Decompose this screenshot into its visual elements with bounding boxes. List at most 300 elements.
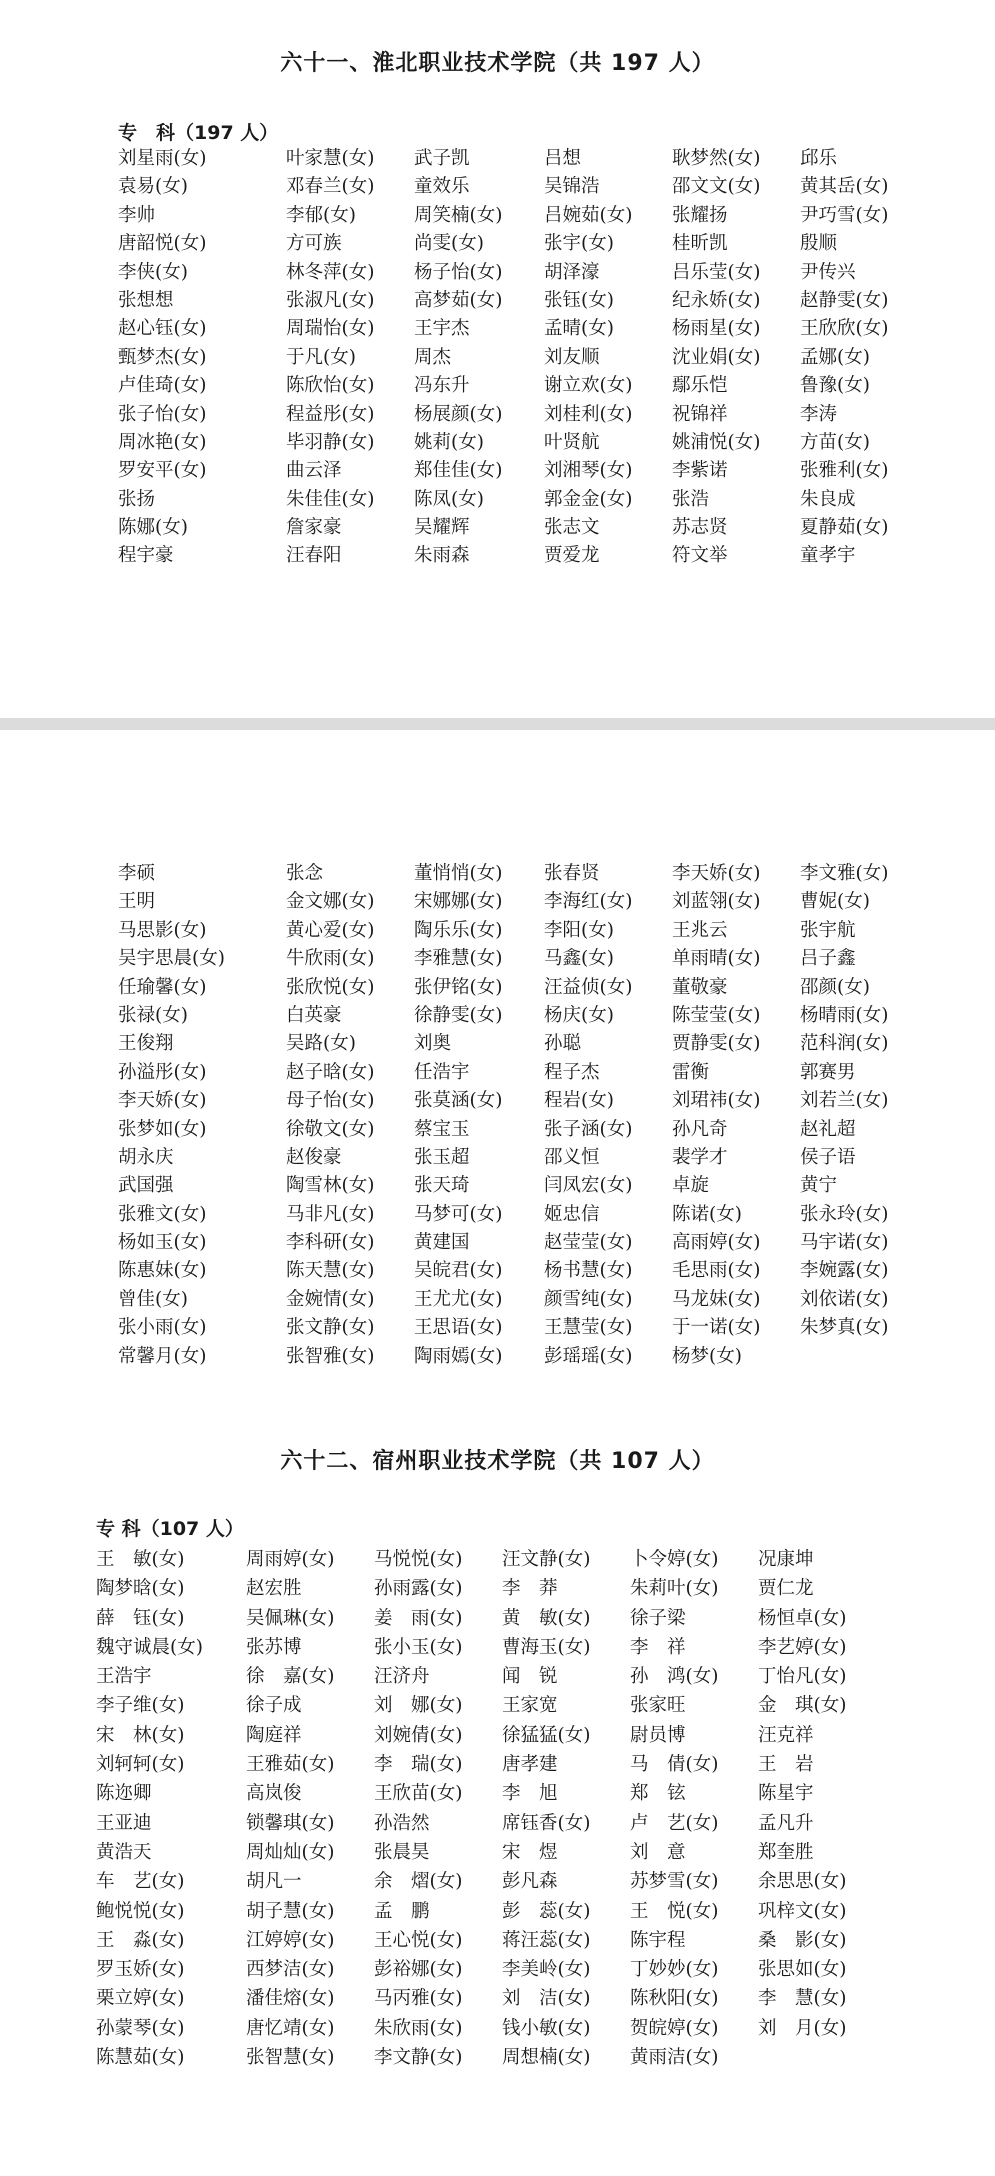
name-entry: 贺皖婷(女) [630,2017,719,2039]
name-entry: 郑奎胜 [758,1841,814,1863]
name-entry: 张家旺 [630,1695,686,1717]
name-entry: 王心悦(女) [374,1929,463,1951]
name-entry: 鲍悦悦(女) [96,1900,185,1922]
name-entry: 张子涵(女) [544,1118,633,1140]
section-62-title: 六十二、宿州职业技术学院（共 107 人） [280,1449,715,1474]
name-entry: 李文雅(女) [800,863,889,884]
name-entry: 周瑞怡(女) [286,318,375,340]
name-entry: 刘星雨(女) [118,148,207,169]
name-entry: 王 岩 [758,1754,814,1776]
name-entry: 宋娜娜(女) [414,891,503,913]
name-entry: 董悄悄(女) [414,863,503,884]
name-entry: 尹巧雪(女) [800,204,889,226]
name-entry: 车 艺(女) [96,1871,185,1893]
name-entry: 赵礼超 [800,1118,856,1140]
name-entry: 夏静茹(女) [800,517,889,539]
name-entry: 汪春阳 [286,545,342,567]
name-entry: 陶雪林(女) [286,1175,375,1197]
name-entry: 徐子成 [246,1695,302,1717]
name-entry: 马丙雅(女) [374,1988,463,2010]
name-entry: 杨书慧(女) [544,1260,633,1282]
name-entry: 蔡宝玉 [414,1118,470,1140]
name-entry: 西梦洁(女) [246,1959,335,1981]
name-entry: 牛欣雨(女) [286,948,375,970]
name-entry: 张晨昊 [374,1841,430,1863]
name-entry: 邵文文(女) [672,176,761,198]
name-entry: 孙浩然 [374,1812,430,1834]
name-entry: 王 悦(女) [630,1900,719,1922]
name-entry: 徐猛猛(女) [502,1724,591,1746]
name-entry: 刘 洁(女) [502,1988,591,2010]
name-entry: 张思如(女) [758,1959,847,1981]
name-entry: 王 敏(女) [96,1549,185,1570]
name-entry: 陈欣怡(女) [286,375,375,397]
name-entry: 黄 敏(女) [502,1607,591,1629]
name-entry: 孙聪 [544,1033,582,1055]
name-entry: 刘奥 [414,1033,452,1055]
name-entry: 周雨婷(女) [246,1549,335,1570]
name-entry: 王亚迪 [96,1812,152,1834]
name-entry: 李科研(女) [286,1232,375,1254]
name-entry: 黄建国 [414,1232,470,1254]
name-entry: 李侠(女) [118,261,188,283]
name-entry: 郑佳佳(女) [414,460,503,482]
name-entry: 张钰(女) [544,289,614,311]
name-entry: 王浩宇 [96,1666,152,1688]
name-entry: 刘 月(女) [758,2017,847,2039]
name-entry: 金文娜(女) [286,891,375,913]
name-entry: 李紫诺 [672,460,728,482]
name-entry: 周笑楠(女) [414,204,503,226]
name-entry: 鲁豫(女) [800,375,870,397]
name-entry: 胡子慧(女) [246,1900,335,1922]
name-entry: 汪文静(女) [502,1549,591,1570]
section-61-name-list-part2 [118,860,920,1371]
name-entry: 刘湘琴(女) [544,460,633,482]
name-entry: 张小玉(女) [374,1636,463,1658]
name-entry: 孙蒙琴(女) [96,2017,185,2039]
name-entry: 闻 锐 [502,1666,558,1688]
name-entry: 郑 铉 [630,1783,686,1805]
name-entry: 曹海玉(女) [502,1636,591,1658]
name-entry: 武国强 [118,1175,174,1197]
name-entry: 张小雨(女) [118,1317,207,1339]
name-entry: 詹家豪 [286,517,342,539]
name-entry: 邵义恒 [544,1146,600,1168]
name-entry: 蒋汪蕊(女) [502,1929,591,1951]
name-entry: 刘友顺 [544,346,600,368]
name-entry: 黄雨洁(女) [630,2047,719,2069]
name-entry: 陈秋阳(女) [630,1988,719,2010]
name-entry: 高梦茹(女) [414,289,503,311]
name-entry: 徐子梁 [630,1607,686,1629]
section-62-name-list [96,1545,878,2072]
name-entry: 张念 [286,863,324,884]
section-62-subtitle: 专 科（107 人） [96,1518,244,1540]
name-entry: 侯子语 [800,1146,856,1168]
name-entry: 唐韶悦(女) [118,233,207,255]
name-entry: 王宇杰 [414,318,470,340]
name-entry: 贾静雯(女) [672,1033,761,1055]
name-entry: 王思语(女) [414,1317,503,1339]
name-entry: 邱乐 [800,148,838,169]
name-entry: 李 瑞(女) [374,1754,463,1776]
name-entry: 姚莉(女) [414,431,484,453]
name-entry: 苏志贤 [672,517,728,539]
name-entry: 袁易(女) [118,176,188,198]
name-entry: 赵宏胜 [246,1578,302,1600]
name-entry: 马 倩(女) [630,1754,719,1776]
name-entry: 吴宇思晨(女) [118,948,225,970]
name-entry: 卓旋 [672,1175,710,1197]
name-entry: 彭瑶瑶(女) [544,1345,633,1367]
name-entry: 吕想 [544,148,582,169]
name-entry: 金 琪(女) [758,1695,847,1717]
name-entry: 尚雯(女) [414,233,484,255]
name-entry: 郭赛男 [800,1061,856,1083]
name-entry: 姚浦悦(女) [672,431,761,453]
name-entry: 沈业娟(女) [672,346,761,368]
name-entry: 吴佩琳(女) [246,1607,335,1629]
section-61-name-list-part1 [118,145,920,571]
name-entry: 童效乐 [414,176,470,198]
name-entry: 殷顺 [800,233,838,255]
name-entry: 徐 嘉(女) [246,1666,335,1688]
name-entry: 李硕 [118,863,156,884]
name-entry: 刘婉倩(女) [374,1724,463,1746]
name-entry: 栗立婷(女) [96,1988,185,2010]
name-entry: 胡泽濠 [544,261,600,283]
page-divider [0,718,995,730]
name-entry: 李 莽 [502,1578,558,1600]
name-entry: 孙溢彤(女) [118,1061,207,1083]
name-entry: 朱莉叶(女) [630,1578,719,1600]
name-entry: 张永玲(女) [800,1203,889,1225]
name-entry: 宋 煜 [502,1841,558,1863]
name-entry: 朱良成 [800,488,856,510]
name-entry: 任浩宇 [414,1061,470,1083]
name-entry: 朱梦真(女) [800,1317,889,1339]
name-entry: 黄浩天 [96,1841,152,1863]
page-top [0,0,995,718]
name-entry: 程子杰 [544,1061,600,1083]
name-entry: 马宇诺(女) [800,1232,889,1254]
name-entry: 于凡(女) [286,346,356,368]
name-entry: 孟娜(女) [800,346,870,368]
name-entry: 程岩(女) [544,1090,614,1112]
name-entry: 孟晴(女) [544,318,614,340]
name-entry: 张耀扬 [672,204,728,226]
name-entry: 巩梓文(女) [758,1900,847,1922]
name-entry: 叶贤航 [544,431,600,453]
name-entry: 吕乐莹(女) [672,261,761,283]
name-entry: 朱佳佳(女) [286,488,375,510]
name-entry: 颜雪纯(女) [544,1288,633,1310]
name-entry: 李阳(女) [544,919,614,941]
name-entry: 李 旭 [502,1783,558,1805]
name-entry: 杨展颜(女) [414,403,503,425]
name-entry: 符文举 [672,545,728,567]
name-entry: 刘 娜(女) [374,1695,463,1717]
name-entry: 杨雨星(女) [672,318,761,340]
name-entry: 李子维(女) [96,1695,185,1717]
name-entry: 姜 雨(女) [374,1607,463,1629]
name-entry: 李帅 [118,204,156,226]
name-entry: 刘桂利(女) [544,403,633,425]
name-entry: 张智雅(女) [286,1345,375,1367]
name-entry: 王慧莹(女) [544,1317,633,1339]
page-bottom [0,730,995,2176]
name-entry: 张雅利(女) [800,460,889,482]
name-entry: 钱小敏(女) [502,2017,591,2039]
name-entry: 曹妮(女) [800,891,870,913]
name-entry: 甄梦杰(女) [118,346,207,368]
name-entry: 桑 影(女) [758,1929,847,1951]
name-entry: 范科润(女) [800,1033,889,1055]
name-entry: 汪益侦(女) [544,976,633,998]
name-entry: 李 祥 [630,1636,686,1658]
name-entry: 陶庭祥 [246,1724,302,1746]
name-entry: 童孝宇 [800,545,856,567]
name-entry: 黄其岳(女) [800,176,889,198]
name-entry: 孟凡升 [758,1812,814,1834]
name-entry: 祝锦祥 [672,403,728,425]
section-61-title: 六十一、淮北职业技术学院（共 197 人） [280,51,715,76]
name-entry: 卜令婷(女) [630,1549,719,1570]
name-entry: 薛 钰(女) [96,1607,185,1629]
name-entry: 白英豪 [286,1004,342,1026]
name-entry: 曲云泽 [286,460,342,482]
name-entry: 程益彤(女) [286,403,375,425]
name-entry: 胡凡一 [246,1871,302,1893]
name-entry: 罗安平(女) [118,460,207,482]
name-entry: 陶梦晗(女) [96,1578,185,1600]
name-entry: 裴学才 [672,1146,728,1168]
name-entry: 黄宁 [800,1175,838,1197]
name-entry: 张想想 [118,289,174,311]
name-entry: 卢 艺(女) [630,1812,719,1834]
name-entry: 王欣苗(女) [374,1783,463,1805]
name-entry: 宋 林(女) [96,1724,185,1746]
name-entry: 吕子鑫 [800,948,856,970]
name-entry: 陈莹莹(女) [672,1004,761,1026]
name-entry: 李天娇(女) [672,863,761,884]
name-entry: 陈娜(女) [118,517,188,539]
name-entry: 汪克祥 [758,1724,814,1746]
name-entry: 席钰香(女) [502,1812,591,1834]
name-entry: 彭 蕊(女) [502,1900,591,1922]
name-entry: 陈天慧(女) [286,1260,375,1282]
name-entry: 孙凡奇 [672,1118,728,1140]
name-entry: 高雨婷(女) [672,1232,761,1254]
name-entry: 江婷婷(女) [246,1929,335,1951]
name-entry: 程宇豪 [118,545,174,567]
name-entry: 彭凡森 [502,1871,558,1893]
name-entry: 马鑫(女) [544,948,614,970]
name-entry: 吴锦浩 [544,176,600,198]
name-entry: 于一诺(女) [672,1317,761,1339]
name-entry: 贾仁龙 [758,1578,814,1600]
name-entry: 张玉超 [414,1146,470,1168]
name-entry: 姬忠信 [544,1203,600,1225]
name-entry: 马梦可(女) [414,1203,503,1225]
name-entry: 张扬 [118,488,156,510]
name-entry: 李 慧(女) [758,1988,847,2010]
name-entry: 张禄(女) [118,1004,188,1026]
name-entry: 董敬豪 [672,976,728,998]
name-entry: 母子怡(女) [286,1090,375,1112]
name-entry: 张欣悦(女) [286,976,375,998]
name-entry: 杨庆(女) [544,1004,614,1026]
name-entry: 张淑凡(女) [286,289,375,311]
name-entry: 陈凤(女) [414,488,484,510]
name-entry: 马悦悦(女) [374,1549,463,1570]
name-entry: 苏梦雪(女) [630,1871,719,1893]
name-entry: 朱欣雨(女) [374,2017,463,2039]
name-entry: 高岚俊 [246,1783,302,1805]
name-entry: 林冬萍(女) [286,261,375,283]
name-entry: 刘依诺(女) [800,1288,889,1310]
name-entry: 李文静(女) [374,2047,463,2069]
name-entry: 李美岭(女) [502,1959,591,1981]
name-entry: 张梦如(女) [118,1118,207,1140]
name-entry: 张天琦 [414,1175,470,1197]
name-entry: 张浩 [672,488,710,510]
name-entry: 吴皖君(女) [414,1260,503,1282]
name-entry: 余思思(女) [758,1871,847,1893]
name-entry: 赵莹莹(女) [544,1232,633,1254]
name-entry: 陈迩卿 [96,1783,152,1805]
name-entry: 刘轲轲(女) [96,1754,185,1776]
name-entry: 王明 [118,891,156,913]
name-entry: 张宇航 [800,919,856,941]
name-entry: 谢立欢(女) [544,375,633,397]
name-entry: 杨梦(女) [672,1345,742,1367]
name-entry: 鄢乐恺 [672,375,728,397]
name-entry: 胡永庆 [118,1146,174,1168]
name-entry: 李郁(女) [286,204,356,226]
name-entry: 金婉情(女) [286,1288,375,1310]
name-entry: 李海红(女) [544,891,633,913]
name-entry: 吕婉茹(女) [544,204,633,226]
name-entry: 郭金金(女) [544,488,633,510]
name-entry: 罗玉娇(女) [96,1959,185,1981]
name-entry: 陈星宇 [758,1783,814,1805]
name-entry: 马非凡(女) [286,1203,375,1225]
name-entry: 卢佳琦(女) [118,375,207,397]
name-entry: 王尤尤(女) [414,1288,503,1310]
name-entry: 王欣欣(女) [800,318,889,340]
name-entry: 张春贤 [544,863,600,884]
name-entry: 张智慧(女) [246,2047,335,2069]
name-entry: 单雨晴(女) [672,948,761,970]
name-entry: 邵颜(女) [800,976,870,998]
name-entry: 张伊铭(女) [414,976,503,998]
name-entry: 王家宽 [502,1695,558,1717]
name-entry: 汪济舟 [374,1666,430,1688]
name-entry: 雷衡 [672,1061,710,1083]
name-entry: 李天娇(女) [118,1090,207,1112]
name-entry: 王兆云 [672,919,728,941]
name-entry: 张子怡(女) [118,403,207,425]
name-entry: 赵心钰(女) [118,318,207,340]
name-entry: 李涛 [800,403,838,425]
name-entry: 陶乐乐(女) [414,919,503,941]
name-entry: 黄心爱(女) [286,919,375,941]
name-entry: 杨子怡(女) [414,261,503,283]
name-entry: 常馨月(女) [118,1345,207,1367]
name-entry: 刘珺祎(女) [672,1090,761,1112]
name-entry: 周冰艳(女) [118,431,207,453]
name-entry: 丁妙妙(女) [630,1959,719,1981]
name-entry: 张志文 [544,517,600,539]
name-entry: 刘蓝翎(女) [672,891,761,913]
name-entry: 吴路(女) [286,1033,356,1055]
name-entry: 贾爱龙 [544,545,600,567]
name-entry: 毕羽静(女) [286,431,375,453]
name-entry: 王 淼(女) [96,1929,185,1951]
name-entry: 陶雨嫣(女) [414,1345,503,1367]
name-entry: 杨晴雨(女) [800,1004,889,1026]
name-entry: 张文静(女) [286,1317,375,1339]
name-entry: 徐敬文(女) [286,1118,375,1140]
name-entry: 张宇(女) [544,233,614,255]
name-entry: 毛思雨(女) [672,1260,761,1282]
name-entry: 杨如玉(女) [118,1232,207,1254]
name-entry: 杨恒卓(女) [758,1607,847,1629]
name-entry: 吴耀辉 [414,517,470,539]
name-entry: 王俊翔 [118,1033,174,1055]
name-entry: 任瑜馨(女) [118,976,207,998]
name-entry: 桂昕凯 [672,233,728,255]
name-entry: 唐忆靖(女) [246,2017,335,2039]
name-entry: 陈诺(女) [672,1203,742,1225]
name-entry: 陈慧茹(女) [96,2047,185,2069]
name-entry: 张雅文(女) [118,1203,207,1225]
name-entry: 张苏博 [246,1636,302,1658]
name-entry: 彭裕娜(女) [374,1959,463,1981]
name-entry: 朱雨森 [414,545,470,567]
section-61-subtitle: 专 科（197 人） [118,122,279,144]
name-entry: 张莫涵(女) [414,1090,503,1112]
name-entry: 李婉露(女) [800,1260,889,1282]
name-entry: 魏守诚晨(女) [96,1636,203,1658]
name-entry: 王雅茹(女) [246,1754,335,1776]
name-entry: 赵俊豪 [286,1146,342,1168]
name-entry: 尉员博 [630,1724,686,1746]
name-entry: 耿梦然(女) [672,148,761,169]
name-entry: 马龙妹(女) [672,1288,761,1310]
name-entry: 闫凤宏(女) [544,1175,633,1197]
name-entry: 邓春兰(女) [286,176,375,198]
name-entry: 曾佳(女) [118,1288,188,1310]
name-entry: 唐孝建 [502,1754,558,1776]
name-entry: 刘 意 [630,1841,686,1863]
name-entry: 刘若兰(女) [800,1090,889,1112]
name-entry: 丁怡凡(女) [758,1666,847,1688]
name-entry: 陈宇程 [630,1929,686,1951]
name-entry: 方可族 [286,233,342,255]
name-entry: 孙 鸿(女) [630,1666,719,1688]
name-entry: 纪永娇(女) [672,289,761,311]
name-entry: 李艺婷(女) [758,1636,847,1658]
name-entry: 潘佳熔(女) [246,1988,335,2010]
name-entry: 赵子晗(女) [286,1061,375,1083]
name-entry: 周想楠(女) [502,2047,591,2069]
name-entry: 孟 鹏 [374,1900,430,1922]
name-entry: 孙雨露(女) [374,1578,463,1600]
name-entry: 方苗(女) [800,431,870,453]
